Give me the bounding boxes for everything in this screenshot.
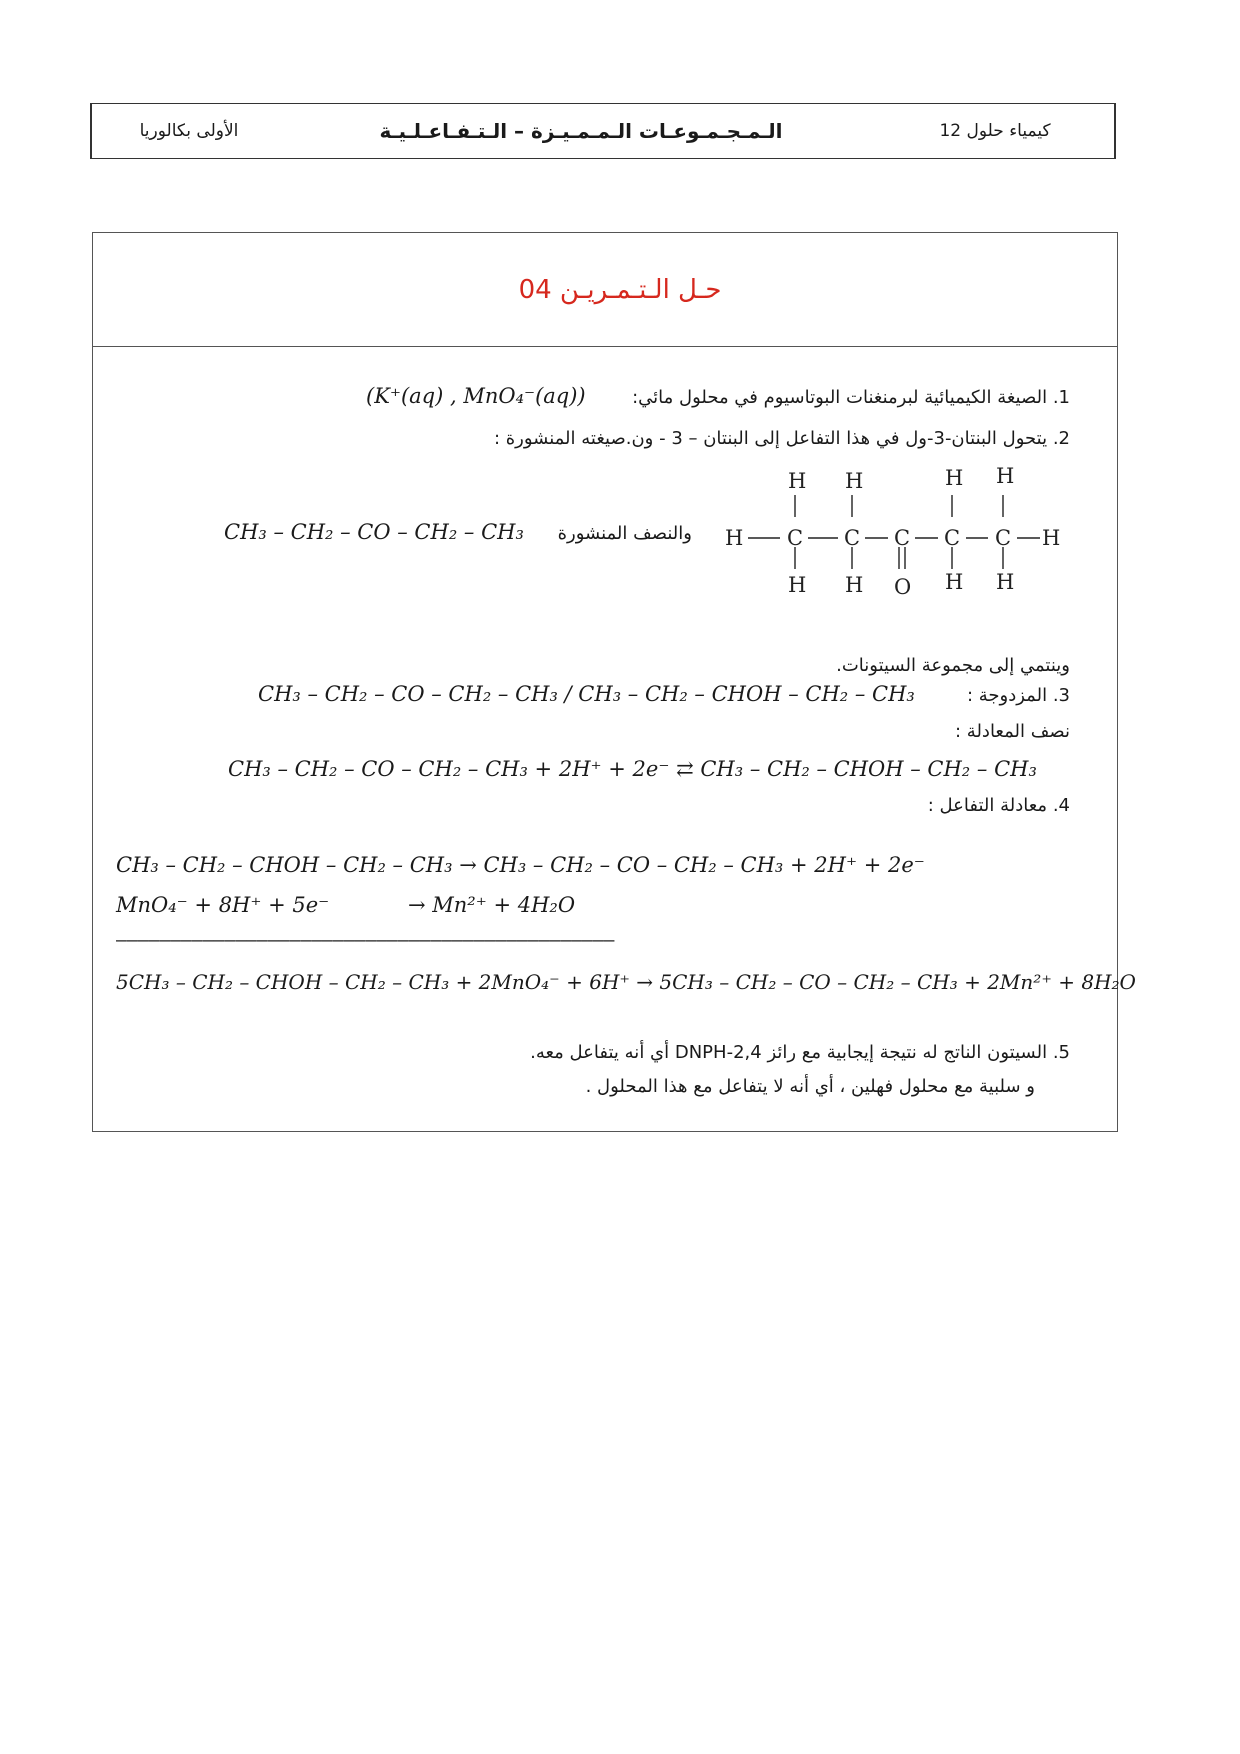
q4-number: 4. — [1052, 795, 1070, 816]
q2-number: 2. — [1052, 428, 1070, 449]
q5-number: 5. — [1052, 1042, 1070, 1063]
q1-text: الصيغة الكيميائية لبرمنغنات البوتاسيوم في محلول مائي: — [632, 387, 1048, 408]
header-topic: الـمـجـمـوعـات الـمـمـيـزة – الـتـفـاعـلـيـة — [379, 119, 783, 143]
semi-formula: CH₃ – CH₂ – CO – CH₂ – CH₃ — [224, 520, 524, 544]
q1-number: 1. — [1052, 387, 1070, 408]
q3-line — [967, 685, 1070, 706]
q2-line — [494, 428, 1070, 449]
atom-h: H — [996, 570, 1015, 594]
q3-couple: CH₃ – CH₂ – CO – CH₂ – CH₃ / CH₃ – CH₂ – CHOH – CH₂ – CH₃ — [258, 682, 915, 706]
atom-c: C — [787, 526, 804, 550]
half-equation: CH₃ – CH₂ – CO – CH₂ – CH₃ + 2H⁺ + 2e⁻ ⇄ CH₃ – CH₂ – CHOH – CH₂ – CH₃ — [228, 757, 1037, 781]
structural-formula-svg — [720, 465, 1070, 605]
header-level: الأولى بكالوريا — [91, 104, 286, 158]
q3-number: 3. — [1052, 685, 1070, 706]
q3-label: المزدوجة : — [966, 685, 1048, 706]
atom-h: H — [945, 466, 964, 490]
belongs-line: وينتمي إلى مجموعة السيتونات. — [836, 655, 1070, 676]
q1-formula: (K⁺(aq) , MnO₄⁻(aq)) — [366, 384, 586, 408]
semi-label: والنصف المنشورة — [557, 523, 692, 544]
atom-c: C — [894, 526, 911, 550]
atom-h: H — [1042, 526, 1061, 550]
structural-formula — [720, 465, 1070, 605]
q5-line1 — [530, 1042, 1070, 1063]
atom-h: H — [725, 526, 744, 550]
atom-c: C — [995, 526, 1012, 550]
q4-line — [928, 795, 1070, 816]
q1-line — [632, 387, 1070, 408]
equation-total: 5CH₃ – CH₂ – CHOH – CH₂ – CH₃ + 2MnO₄⁻ + 6H⁺ → 5CH₃ – CH₂ – CO – CH₂ – CH₃ + 2Mn²⁺ + 8H₂O — [116, 970, 1136, 994]
atom-h: H — [788, 573, 807, 597]
atom-h: H — [945, 570, 964, 594]
header-subject: كيمياء حلول 12 — [876, 104, 1115, 158]
half-eq-label: نصف المعادلة : — [955, 721, 1070, 742]
q5-text1: السيتون الناتج له نتيجة إيجابية مع رائز 2,4-DNPH أي أنه يتفاعل معه. — [530, 1042, 1048, 1063]
atom-h: H — [845, 469, 864, 493]
atom-h: H — [996, 465, 1015, 488]
equation-oxidation: CH₃ – CH₂ – CHOH – CH₂ – CH₃ → CH₃ – CH₂ – CO – CH₂ – CH₃ + 2H⁺ + 2e⁻ — [116, 853, 925, 877]
atom-c: C — [944, 526, 961, 550]
q2-text: يتحول البنتان-3-ول في هذا التفاعل إلى البنتان – 3 - ون.صيغته المنشورة : — [493, 428, 1048, 449]
atom-c: C — [844, 526, 861, 550]
title-area — [93, 233, 1117, 347]
separator-line: –––––––––––––––––––––––––––––––––––––––––––––– — [116, 930, 615, 951]
q4-label: معادلة التفاعل : — [927, 795, 1048, 816]
q5-line2: و سلبية مع محلول فهلين ، أي أنه لا يتفاعل مع هذا المحلول . — [585, 1076, 1035, 1097]
header-table — [90, 103, 1116, 159]
exercise-title: حـل الـتـمـريـن 04 — [518, 274, 722, 305]
equation-reduction-left: MnO₄⁻ + 8H⁺ + 5e⁻ — [116, 893, 330, 917]
atom-h: H — [845, 573, 864, 597]
equation-reduction-right: → Mn²⁺ + 4H₂O — [408, 893, 576, 917]
atom-o: O — [894, 575, 912, 599]
atom-h: H — [788, 469, 807, 493]
